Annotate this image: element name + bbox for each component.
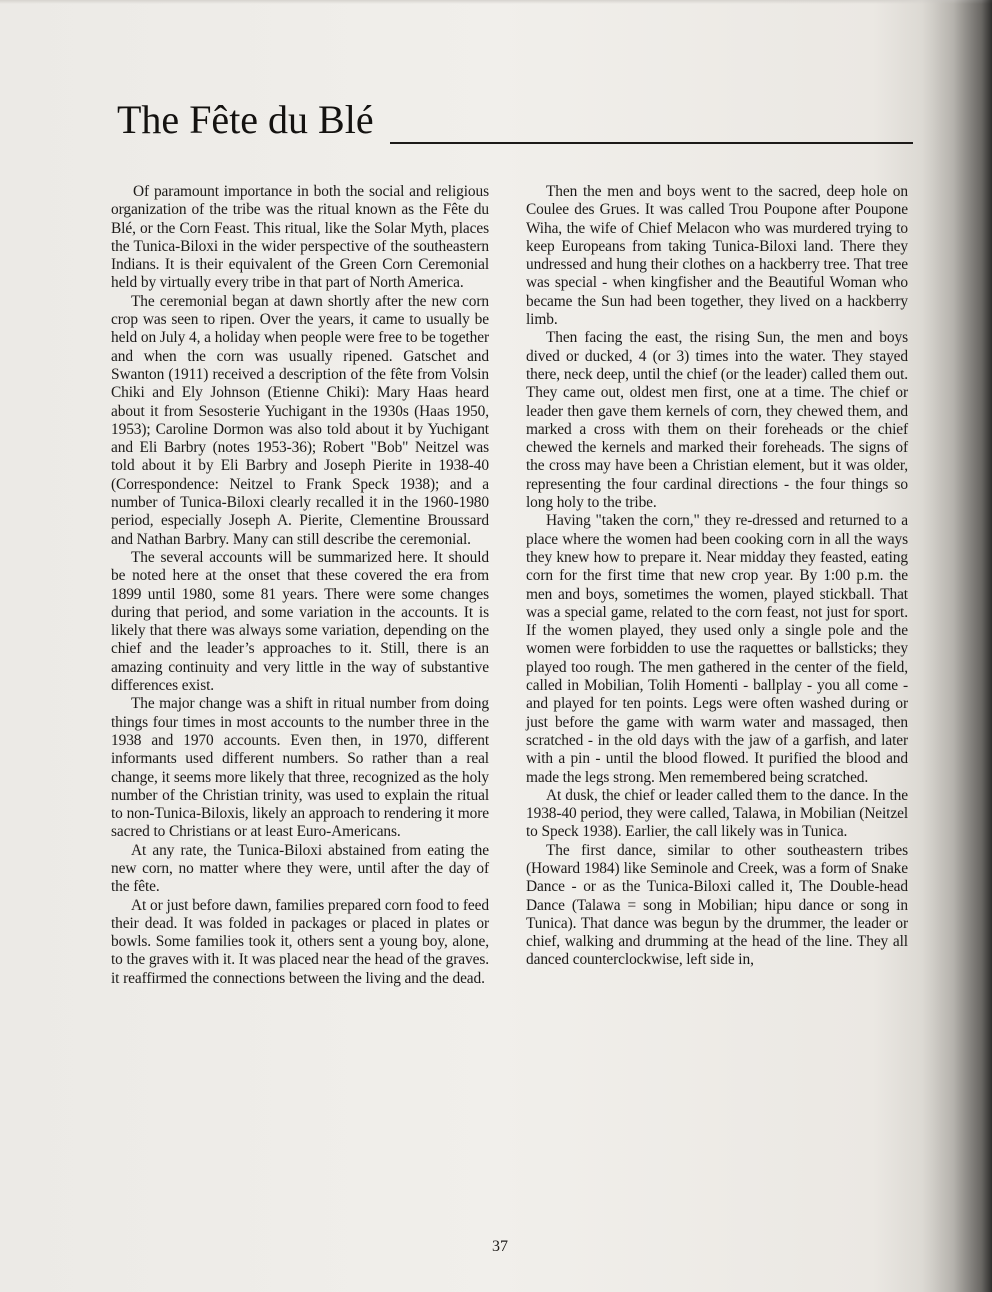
paragraph: At any rate, the Tunica-Biloxi abstained from eating the new corn, no matter where they were, until after the day of the fête. bbox=[111, 841, 489, 896]
left-text-column bbox=[111, 183, 489, 988]
title-underline-rule bbox=[390, 142, 913, 144]
paragraph: Then facing the east, the rising Sun, the men and boys dived or ducked, 4 (or 3) times into the water. They stayed there, neck deep, until the chief (or the leader) called them out. They came out, oldest men first, one at a time. The chief or leader then gave them kernels of corn, they chewed them, and marked a cross with them on their foreheads or the chief chewed the kernels and marked their foreheads. The signs of the cross may have been a Christian element, but it was older, representing the four cardinal directions - the four things so long holy to the tribe. bbox=[526, 329, 908, 512]
paragraph: At dusk, the chief or leader called them to the dance. In the 1938-40 period, they were called, Talawa, in Mobilian (Neitzel to Speck 1938). Earlier, the call likely was in Tunica. bbox=[526, 786, 908, 841]
paragraph: The major change was a shift in ritual number from doing things four times in most accounts to the number three in the 1938 and 1970 accounts. Even then, in 1970, different informants used different numbers. So rather than a real change, it seems more likely that three, recognized as the holy number of the Christian trinity, was used to explain the ritual to non-Tunica-Biloxis, likely an approach to rendering it more sacred to Christians or at least Euro-Americans. bbox=[111, 695, 489, 841]
paragraph: Of paramount importance in both the social and religious organization of the tribe was the ritual known as the Fête du Blé, or the Corn Feast. This ritual, like the Solar Myth, places the Tunica-Biloxi in the wider perspective of the southeastern Indians. It is their equivalent of the Green Corn Ceremonial held by virtually every tribe in that part of North America. bbox=[111, 183, 489, 292]
paragraph: The first dance, similar to other southeastern tribes (Howard 1984) like Seminole and Creek, was a form of Snake Dance - or as the Tunica-Biloxi called it, The Double-head Dance (Talawa = song in Mobilian; hipu dance or song in Tunica). That dance was begun by the drummer, the leader or chief, walking and drumming at the head of the line. They all danced counterclockwise, left side in, bbox=[526, 841, 908, 969]
paragraph: At or just before dawn, families prepared corn food to feed their dead. It was folded in packages or placed in plates or bowls. Some families took it, others sent a young boy, alone, to the graves with it. It was placed near the head of the graves. it reaffirmed the connections between the living and the dead. bbox=[111, 896, 489, 987]
paragraph: The ceremonial began at dawn shortly after the new corn crop was seen to ripen. Over the years, it came to usually be held on July 4, a holiday when people were free to be together and when the corn was usually ripened. Gatschet and Swanton (1911) received a description of the fête from Volsin Chiki and Ely Johnson (Etienne Chiki): Mary Haas heard about it from Sesosterie Yuchigant in the 1930s (Haas 1950, 1953); Caroline Dormon was also told about it by Yuchigant and Eli Barbry (notes 1953-36); Robert "Bob" Neitzel was told about it by Eli Barbry and Joseph Pierite in 1938-40 (Correspondence: Neitzel to Frank Speck 1938); and a number of Tunica-Biloxi clearly recalled it in the 1960-1980 period, especially Joseph A. Pierite, Clementine Broussard and Nathan Barbry. Many can still describe the ceremonial. bbox=[111, 292, 489, 548]
chapter-title: The Fête du Blé bbox=[117, 97, 374, 142]
page-top-edge bbox=[0, 0, 992, 4]
page-number: 37 bbox=[492, 1238, 508, 1255]
right-text-column bbox=[526, 183, 908, 970]
paragraph: Then the men and boys went to the sacred, deep hole on Coulee des Grues. It was called Trou Poupone after Poupone Wiha, the wife of Chief Melacon who was murdered trying to keep Europeans from taking Tunica-Biloxi land. There they undressed and hung their clothes on a hackberry tree. That tree was special - when kingfisher and the Beautiful Woman who became the Sun had been together, they lived on a hackberry limb. bbox=[526, 183, 908, 329]
chapter-header bbox=[117, 98, 913, 148]
paragraph: Having "taken the corn," they re-dressed and returned to a place where the women had been cooking corn in all the ways they knew how to prepare it. Near midday they feasted, eating corn for the first time that new crop year. By 1:00 p.m. the men and boys, sometimes the women, played stickball. That was a special game, related to the corn feast, not just for sport. If the women played, they used only a single pole and the women were forbidden to use the raquettes or ballsticks; they played too rough. The men gathered in the center of the field, called in Mobilian, Tolih Homenti - ballplay - you all come - and played for ten points. Legs were often washed during or just before the game with warm water and massaged, then scratched - in the old days with the jaw of a garfish, and later with a pin - until the blood flowed. It purified the blood and made the legs strong. Men remembered being scratched. bbox=[526, 512, 908, 786]
paragraph: The several accounts will be summarized here. It should be noted here at the onset that these covered the era from 1899 until 1980, some 81 years. There were some changes during that period, and some variation in the accounts. It is likely that there was always some variation, depending on the chief and the leader’s approaches to it. Still, there is an amazing continuity and very little in the way of substantive differences exist. bbox=[111, 548, 489, 695]
binding-shadow bbox=[922, 0, 992, 1292]
